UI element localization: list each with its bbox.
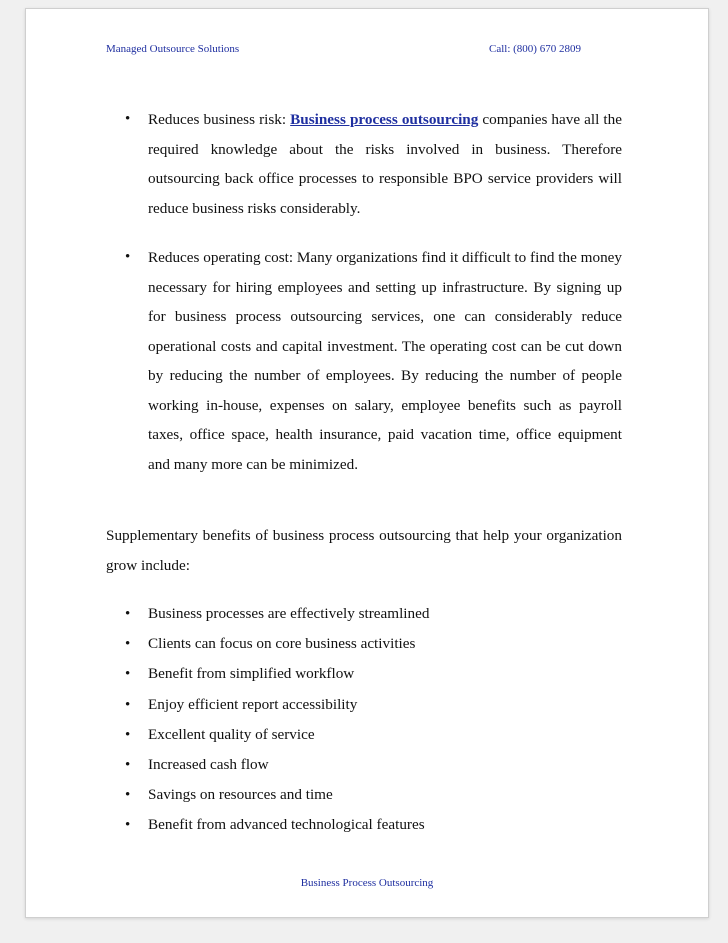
list-item [106,659,622,689]
bullet-icon: • [125,787,131,804]
benefit-text: Clients can focus on core business activities [148,635,416,653]
benefit-text: Benefit from simplified workflow [148,665,355,683]
list-item [106,690,622,720]
page-footer: Business Process Outsourcing [300,877,434,889]
bullet-list-risk [106,105,622,223]
bullet-icon: • [125,249,131,265]
list-item [106,780,622,810]
list-item [106,629,622,659]
bullet-icon: • [125,636,131,653]
bullet-list-cost [106,243,622,479]
list-item [106,243,622,479]
bullet-icon: • [125,817,131,834]
list-item [106,599,622,629]
bullet-icon: • [125,666,131,683]
benefit-text: Enjoy efficient report accessibility [148,695,358,713]
supplementary-paragraph: Supplementary benefits of business process outsourcing that help your organization grow include: [106,527,622,574]
bullet-text: companies have all the required knowledge about the risks involved in business. Therefore outsourcing back office processes to responsible BPO service providers will reduce business risks considerably. [148,111,622,217]
list-item [106,105,622,223]
bpo-link[interactable]: Business process outsourcing [290,111,479,128]
benefit-text: Increased cash flow [148,755,269,773]
benefit-text: Excellent quality of service [148,725,315,743]
header-company: Managed Outsource Solutions [106,43,240,55]
header-phone: Call: (800) 670 2809 [489,43,581,55]
benefit-text: Savings on resources and time [148,786,333,804]
list-item [106,750,622,780]
bullet-icon: • [125,756,131,773]
bullet-text: Reduces operating cost: Many organizations find it difficult to find the money necessary for hiring employees and setting up infrastructure. By signing up for business process outsourcing services, one can considerably reduce operational costs and capital investment. The operating cost can be cut down by reducing the number of employees. By reducing the number of people working in-house, expenses on salary, employee benefits such as payroll taxes, office space, health insurance, paid vacation time, office equipment and many more can be minimized. [148,249,622,473]
benefit-text: Benefit from advanced technological features [148,816,425,834]
document-page [25,8,709,918]
bullet-icon: • [125,606,131,622]
bullet-icon: • [125,726,131,743]
benefit-text: Business processes are effectively streamlined [148,605,430,622]
list-item [106,810,622,840]
list-item [106,720,622,750]
benefits-list [106,599,622,841]
bullet-lead: Reduces business risk: [148,111,291,128]
bullet-icon: • [125,696,131,713]
bullet-icon: • [125,111,131,127]
